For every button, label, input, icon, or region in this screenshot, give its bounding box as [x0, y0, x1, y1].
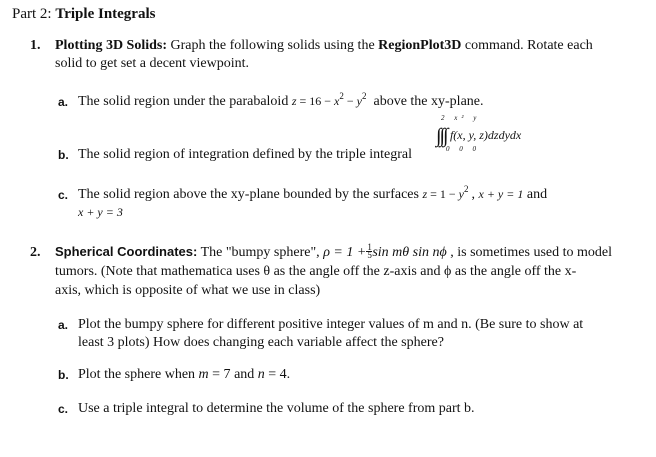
q1a-eq-x-exp: 2 [339, 91, 344, 101]
q1a-eq-mid: = 16 − [299, 94, 332, 108]
q2b-and: and [234, 367, 255, 382]
q1b-integral [436, 114, 521, 154]
q1-command: RegionPlot3D [378, 38, 462, 53]
heading-title: Triple Integrals [55, 6, 156, 22]
q1c-surface3: x + y = 3 [78, 205, 123, 219]
q2-line3: axis, which is opposite of what we use in class) [55, 283, 321, 298]
q1a-eq-y-exp: 2 [361, 91, 367, 101]
q2c-marker: c. [58, 402, 69, 416]
q1b-integrand: f(x, y, z)dzdydx [449, 128, 522, 143]
q2b-line [78, 366, 290, 384]
q1c-line1 [78, 186, 547, 204]
q1-line1 [55, 37, 593, 55]
q2b-text: Plot the sphere when [78, 367, 196, 382]
q2-text-a: The "bumpy sphere", [200, 245, 320, 260]
q1c-surface1 [422, 184, 471, 201]
q2b-n: n [257, 367, 265, 382]
q2-line2: tumors. (Note that mathematica uses θ as the angle off the z-axis and ϕ as the angle off the x- [55, 264, 577, 279]
q1c-surf1-exp: 2 [464, 184, 469, 194]
q1a-line [78, 93, 484, 111]
q2a-line2: least 3 plots) How does changing each variable affect the sphere? [78, 335, 444, 350]
q1c-and: and [526, 187, 548, 202]
q2a-line1: Plot the bumpy sphere for different positive integer values of m and n. (Be sure to show at [78, 317, 584, 332]
q1a-eq-x: x [334, 94, 340, 108]
q2-frac-den: 5 [367, 250, 372, 260]
q1a-after: above the xy-plane. [373, 94, 484, 109]
q1-text-a: Graph the following solids using the [170, 38, 375, 53]
q2b-n-val: = 4. [268, 367, 291, 382]
q1b-lower-limits: 0 0 0 [446, 145, 480, 154]
q1a-eq-y: y [356, 94, 362, 108]
q1-text-b: command. Rotate each [464, 38, 593, 53]
q2-text-b: , is sometimes used to model [450, 245, 612, 260]
page-heading [12, 5, 155, 25]
q1-label: Plotting 3D Solids: [55, 38, 168, 53]
q2-rho-eq: ρ = 1 + [323, 245, 367, 260]
q1c-surf1-y: y [458, 187, 464, 201]
q1a-marker: a. [58, 95, 69, 109]
q1c-comma: , [471, 187, 475, 202]
q1c-marker: c. [58, 188, 69, 202]
q1c-surface2: x + y = 1 [478, 187, 524, 201]
q2c-text: Use a triple integral to determine the volume of the sphere from part b. [78, 401, 475, 416]
q1a-eq-minus: − [346, 94, 354, 108]
q2-line1 [55, 244, 612, 262]
q2-label: Spherical Coordinates: [55, 244, 198, 259]
q1c-surf1-rhs: = 1 − [430, 187, 456, 201]
integral-signs-icon: ∫∫∫ [436, 125, 447, 148]
q1a-text: The solid region under the parabaloid [78, 94, 289, 109]
q1b-upper-limits: 2 x² y [441, 114, 481, 122]
q2b-m: m [198, 367, 209, 382]
q2-rho-equation [323, 242, 450, 260]
q1-number: 1. [30, 38, 41, 53]
q2b-marker: b. [58, 368, 69, 382]
q1c-surf1-z: z [422, 187, 428, 201]
q1b-text: The solid region of integration defined by the triple integral [78, 147, 412, 162]
q1a-equation [291, 91, 370, 108]
q2-frac-num: 1 [367, 242, 372, 252]
q1-line2: solid to get set a decent viewpoint. [55, 56, 250, 71]
q2b-m-val: = 7 [212, 367, 231, 382]
heading-part: Part 2: [12, 6, 52, 22]
q2-number: 2. [30, 245, 41, 260]
q1b-marker: b. [58, 148, 69, 162]
q1a-eq-z: z [291, 94, 297, 108]
q1c-text: The solid region above the xy-plane bounded by the surfaces [78, 187, 419, 202]
q2-fraction [366, 244, 372, 258]
q2a-marker: a. [58, 318, 69, 332]
q2-rho-rest: sin mθ sin nϕ [372, 245, 447, 260]
